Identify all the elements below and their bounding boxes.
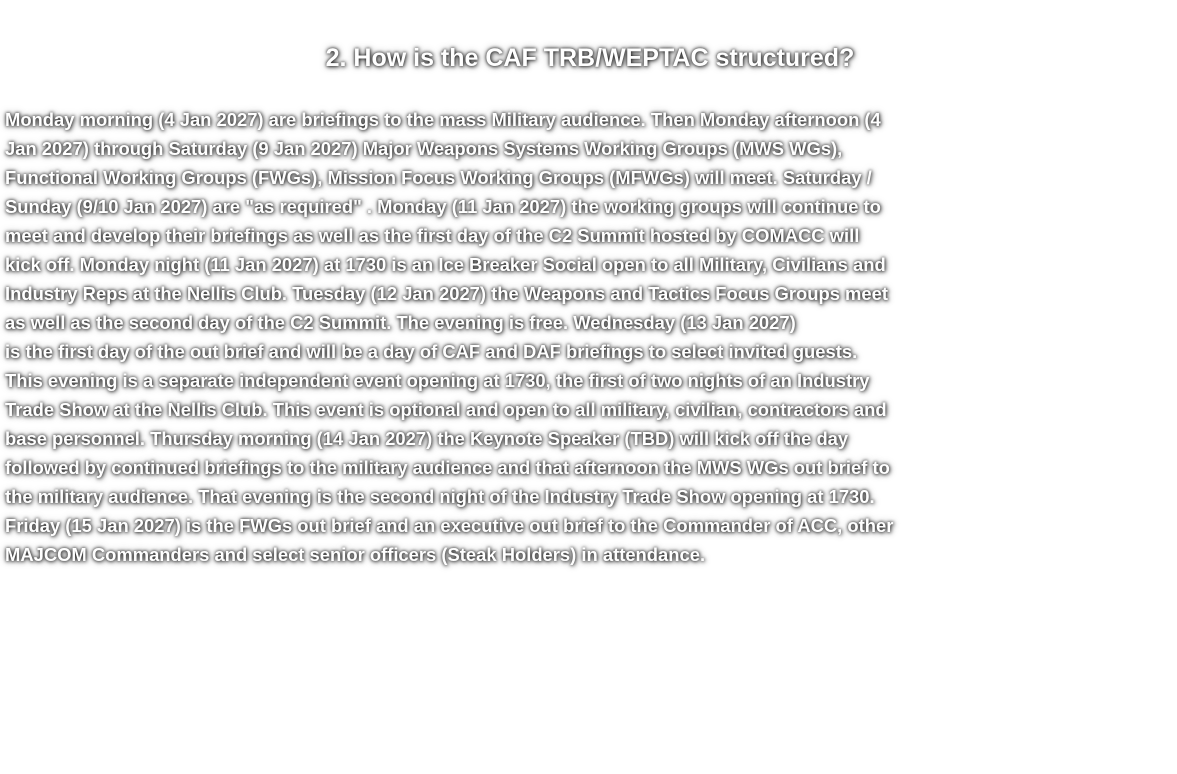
body-line: Jan 2027) through Saturday (9 Jan 2027) Major Weapons Systems Working Groups (MWS WGs), (5, 138, 843, 159)
body-line: meet and develop their briefings as well as the first day of the C2 Summit hosted by COMACC will (5, 225, 860, 246)
body-line: followed by continued briefings to the military audience and that afternoon the MWS WGs out brief to (5, 457, 890, 478)
body-line: Monday morning (4 Jan 2027) are briefings to the mass Military audience. Then Monday afternoon (4 (5, 109, 881, 130)
body-line: base personnel. Thursday morning (14 Jan 2027) the Keynote Speaker (TBD) will kick off the day (5, 428, 849, 449)
body-line: MAJCOM Commanders and select senior officers (Steak Holders) in attendance. (5, 544, 706, 565)
body-line: Functional Working Groups (FWGs), Mission Focus Working Groups (MFWGs) will meet. Saturday / (5, 167, 872, 188)
body-line: Friday (15 Jan 2027) is the FWGs out brief and an executive out brief to the Commander of ACC, other (5, 515, 894, 536)
body-line: This evening is a separate independent event opening at 1730, the first of two nights of an Industry (5, 370, 870, 391)
body-line: Trade Show at the Nellis Club. This event is optional and open to all military, civilian, contractors and (5, 399, 887, 420)
section-heading: 2. How is the CAF TRB/WEPTAC structured? (325, 44, 855, 72)
body-line: kick off. Monday night (11 Jan 2027) at 1730 is an Ice Breaker Social open to all Military, Civilians and (5, 254, 886, 275)
body-line: is the first day of the out brief and will be a day of CAF and DAF briefings to select invited guests. (5, 341, 858, 362)
body-line: Sunday (9/10 Jan 2027) are "as required" . Monday (11 Jan 2027) the working groups will continue to (5, 196, 881, 217)
section-body (5, 105, 1175, 569)
body-line: the military audience. That evening is the second night of the Industry Trade Show opening at 1730. (5, 486, 875, 507)
body-line: as well as the second day of the C2 Summit. The evening is free. Wednesday (13 Jan 2027) (5, 312, 796, 333)
body-line: Industry Reps at the Nellis Club. Tuesday (12 Jan 2027) the Weapons and Tactics Focus Groups meet (5, 283, 888, 304)
